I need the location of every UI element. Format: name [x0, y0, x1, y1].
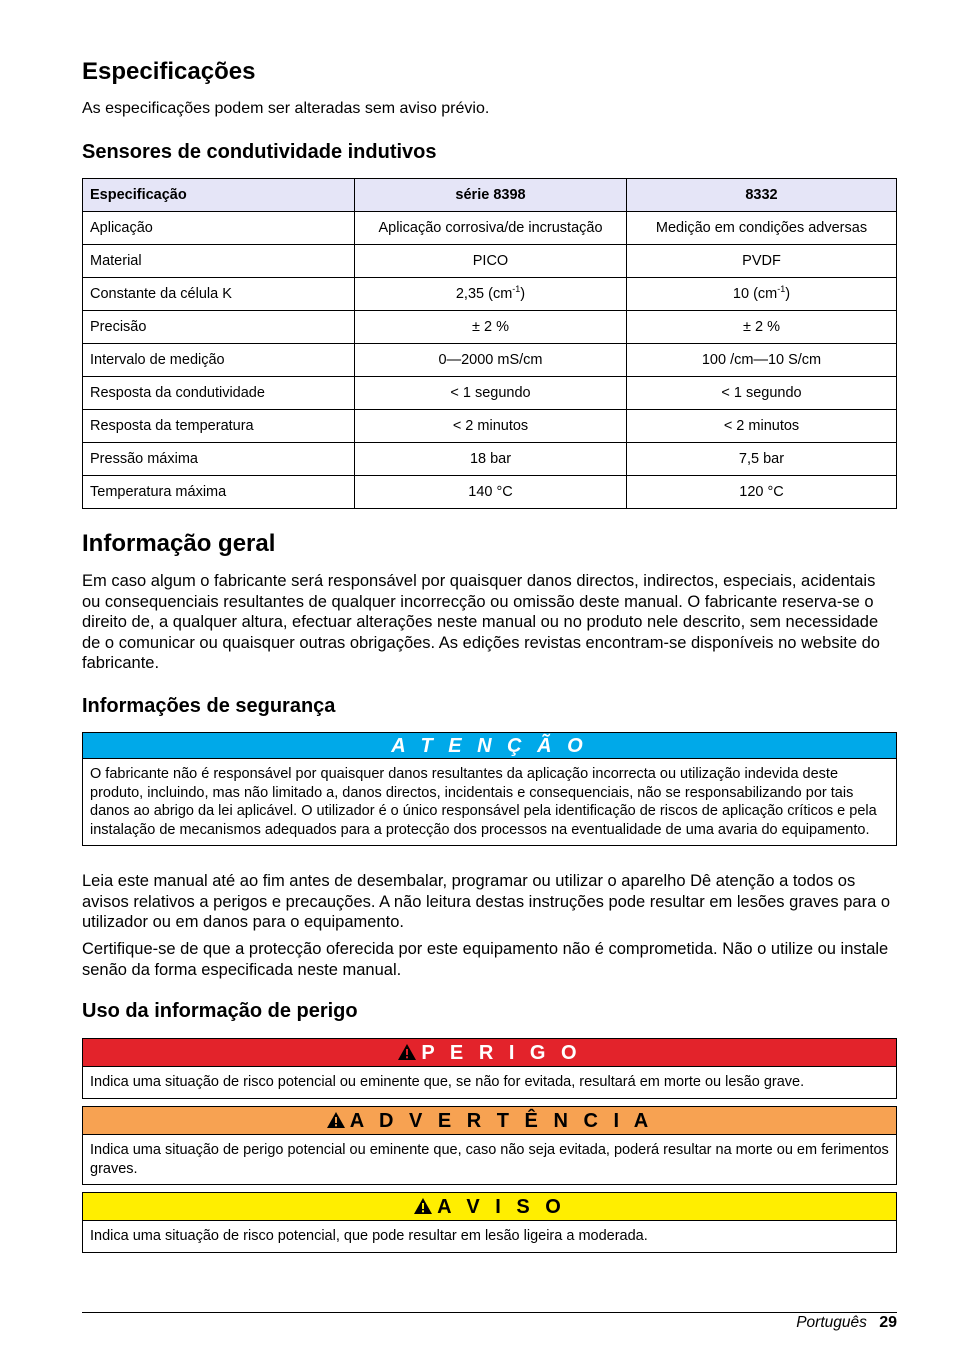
aviso-label: A V I S O [437, 1196, 566, 1218]
perigo-bar [83, 1039, 896, 1067]
table-cell: 120 °C [627, 476, 897, 509]
specifications-heading: Especificações [82, 58, 256, 85]
table-cell: 0—2000 mS/cm [355, 344, 627, 377]
table-row [83, 311, 897, 344]
table-cell: Material [83, 245, 355, 278]
table-cell: Aplicação [83, 212, 355, 245]
warning-triangle-icon [397, 1043, 417, 1061]
page-footer [796, 1313, 897, 1333]
specifications-note: As especificações podem ser alteradas sem aviso prévio. [82, 100, 490, 117]
table-cell: ± 2 % [627, 311, 897, 344]
table-cell: Resposta da temperatura [83, 410, 355, 443]
table-cell [627, 278, 897, 311]
table-cell: 100 /cm—10 S/cm [627, 344, 897, 377]
table-cell: < 2 minutos [627, 410, 897, 443]
certify-text: Certifique-se de que a protecção oferecida por este equipamento não é comprometida. Não o utilize ou instale senão da forma especificada neste manual. [82, 940, 889, 979]
aviso-notice [82, 1192, 897, 1253]
table-cell: Constante da célula K [83, 278, 355, 311]
cell-value: 2,35 (cm [455, 286, 513, 302]
general-info-text: Em caso algum o fabricante será responsável por quaisquer danos directos, indirectos, especiais, acidentais ou consequenciais resultantes de qualquer incorrecção ou omissão deste manual. O fabricante reserva-se o direito de, a qualquer altura, efectuar alterações neste manual ou no produto nele descrito, sem necessidade de o comunicar ou quaisquer outras obrigações. As edições revistas encontram-se disponíveis no website do fabricante. [82, 572, 880, 672]
table-cell: Temperatura máxima [83, 476, 355, 509]
page-number: 29 [879, 1314, 897, 1331]
aviso-text: Indica uma situação de risco potencial, que pode resultar em lesão ligeira a moderada. [90, 1228, 648, 1244]
footer-language: Português [796, 1314, 867, 1331]
table-row [83, 278, 897, 311]
advertencia-text: Indica uma situação de perigo potencial ou eminente que, caso não seja evitada, poderá resultar na morte ou em ferimentos graves. [90, 1142, 889, 1177]
warning-triangle-icon [413, 1197, 433, 1215]
table-row [83, 476, 897, 509]
atencao-label: A T E N Ç Ã O [83, 733, 896, 759]
spec-table [82, 178, 897, 509]
table-cell: Resposta da condutividade [83, 377, 355, 410]
perigo-text: Indica uma situação de risco potencial ou eminente que, se não for evitada, resultará em morte ou lesão grave. [90, 1074, 805, 1090]
table-cell: 7,5 bar [627, 443, 897, 476]
atencao-notice [82, 732, 897, 846]
advertencia-notice [82, 1106, 897, 1185]
cell-value-end: ) [785, 286, 791, 302]
superscript: -1 [777, 284, 786, 295]
general-info-heading: Informação geral [82, 530, 276, 557]
table-header-cell: Especificação [83, 179, 355, 212]
perigo-notice [82, 1038, 897, 1099]
table-cell: < 1 segundo [355, 377, 627, 410]
cell-value: 10 (cm [732, 286, 778, 302]
table-cell: < 1 segundo [627, 377, 897, 410]
advertencia-bar [83, 1107, 896, 1135]
table-row [83, 245, 897, 278]
table-header-cell: série 8398 [355, 179, 627, 212]
sensors-heading: Sensores de condutividade indutivos [82, 141, 437, 163]
table-row [83, 410, 897, 443]
table-cell: Pressão máxima [83, 443, 355, 476]
advertencia-label: A D V E R T Ê N C I A [349, 1110, 654, 1132]
read-manual-text: Leia este manual até ao fim antes de desembalar, programar ou utilizar o aparelho Dê atenção a todos os avisos relativos a perigos e precauções. A não leitura destas instruções pode resultar em lesões graves para o utilizador ou em danos para o equipamento. [82, 872, 891, 931]
cell-value-end: ) [520, 286, 526, 302]
table-cell: Intervalo de medição [83, 344, 355, 377]
superscript: -1 [512, 284, 521, 295]
perigo-label: P E R I G O [421, 1042, 582, 1064]
table-row [83, 377, 897, 410]
table-cell: Medição em condições adversas [627, 212, 897, 245]
danger-info-heading: Uso da informação de perigo [82, 1000, 358, 1022]
table-cell: 140 °C [355, 476, 627, 509]
table-cell [355, 278, 627, 311]
table-row [83, 212, 897, 245]
table-cell: PVDF [627, 245, 897, 278]
table-cell: Precisão [83, 311, 355, 344]
table-cell: PICO [355, 245, 627, 278]
table-header-cell: 8332 [627, 179, 897, 212]
atencao-text: O fabricante não é responsável por quaisquer danos resultantes da aplicação incorrecta ou utilização indevida deste produto, incluindo, mas não limitado a, danos directos, incidentais e consequenciais, não se responsabilizando por tais danos ao abrigo da lei aplicável. O utilizador é o único responsável pela identificação de riscos de aplicação críticos e pela instalação de mecanismos adequados para a protecção dos processos na eventualidade de uma avaria do equipamento. [90, 766, 877, 838]
aviso-bar [83, 1193, 896, 1221]
table-row [83, 344, 897, 377]
table-header-row [83, 179, 897, 212]
table-row [83, 443, 897, 476]
table-cell: < 2 minutos [355, 410, 627, 443]
warning-triangle-icon [326, 1111, 346, 1129]
footer-divider [82, 1312, 897, 1313]
safety-heading: Informações de segurança [82, 695, 336, 717]
table-cell: ± 2 % [355, 311, 627, 344]
table-cell: Aplicação corrosiva/de incrustação [355, 212, 627, 245]
table-cell: 18 bar [355, 443, 627, 476]
